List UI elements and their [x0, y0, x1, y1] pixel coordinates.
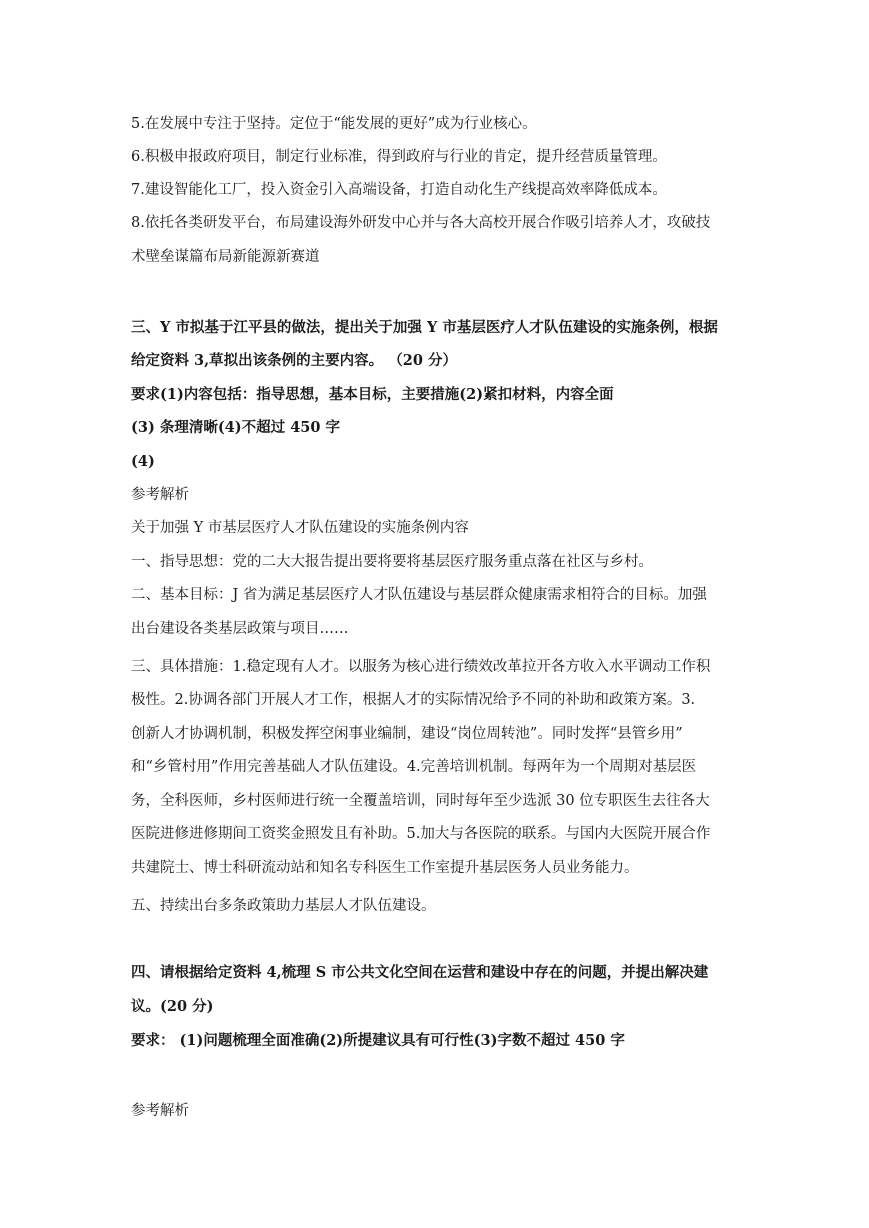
answer-measures-line-2: 极性。2.协调各部门开展人才工作，根据人才的实际情况给予不同的补助和政策方案。3.	[131, 692, 696, 708]
question-3-requirements: 要求(1)内容包括：指导思想，基本目标，主要措施(2)紧扣材料，内容全面	[131, 386, 614, 403]
answer-measures-line-6: 医院进修进修期间工资奖金照发且有补助。5.加大与各医院的联系。与国内大医院开展合作	[131, 826, 711, 842]
list-item-5: 5.在发展中专注于坚持。定位于“能发展的更好”成为行业核心。	[131, 116, 537, 132]
question-3-answer-label: 参考解析	[131, 487, 189, 503]
answer-measures-line-5: 务，全科医师，乡村医师进行统一全覆盖培训，同时每年至少选派 30 位专职医生去往各大	[131, 793, 710, 809]
question-3-title-continued: 给定资料 3,草拟出该条例的主要内容。 （20 分）	[131, 352, 457, 369]
answer-basic-goal: 二、基本目标：J 省为满足基层医疗人才队伍建设与基层群众健康需求相符合的目标。加强	[131, 587, 707, 603]
answer-policies: 五、持续出台多条政策助力基层人才队伍建设。	[131, 898, 436, 914]
question-3-requirements-extra: (4)	[131, 453, 155, 470]
question-4-answer-label: 参考解析	[131, 1103, 189, 1119]
question-3-requirements-continued: (3) 条理清晰(4)不超过 450 字	[131, 419, 341, 436]
answer-measures-line-3: 创新人才协调机制，积极发挥空闲事业编制，建设“岗位周转池”。同时发挥“县管乡用”	[131, 726, 683, 742]
answer-measures-line-4: 和“乡管村用”作用完善基础人才队伍建设。4.完善培训机制。每两年为一个周期对基层医	[131, 759, 697, 775]
answer-title: 关于加强 Y 市基层医疗人才队伍建设的实施条例内容	[131, 520, 469, 536]
list-item-8: 8.依托各类研发平台，布局建设海外研发中心并与各大高校开展合作吸引培养人才，攻破技	[131, 215, 711, 231]
question-4-requirements: 要求： (1)问题梳理全面准确(2)所提建议具有可行性(3)字数不超过 450 字	[131, 1032, 625, 1049]
question-4-title-continued: 议。(20 分)	[131, 998, 214, 1015]
question-3-title: 三、Y 市拟基于江平县的做法，提出关于加强 Y 市基层医疗人才队伍建设的实施条例，根据	[131, 319, 718, 336]
answer-guiding-ideology: 一、指导思想：党的二大大报告提出要将要将基层医疗服务重点落在社区与乡村。	[131, 554, 653, 570]
list-item-8-continued: 术壁垒谋篇布局新能源新赛道	[131, 249, 320, 265]
answer-measures: 三、具体措施：1.稳定现有人才。以服务为核心进行绩效改革拉开各方收入水平调动工作积	[131, 659, 711, 675]
answer-basic-goal-continued: 出台建设各类基层政策与项目……	[131, 621, 349, 637]
answer-measures-line-7: 共建院士、博士科研流动站和知名专科医生工作室提升基层医务人员业务能力。	[131, 860, 639, 876]
list-item-6: 6.积极申报政府项目，制定行业标准，得到政府与行业的肯定，提升经营质量管理。	[131, 149, 667, 165]
list-item-7: 7.建设智能化工厂，投入资金引入高端设备，打造自动化生产线提高效率降低成本。	[131, 182, 667, 198]
question-4-title: 四、请根据给定资料 4,梳理 S 市公共文化空间在运营和建设中存在的问题，并提出解决建	[131, 964, 709, 981]
